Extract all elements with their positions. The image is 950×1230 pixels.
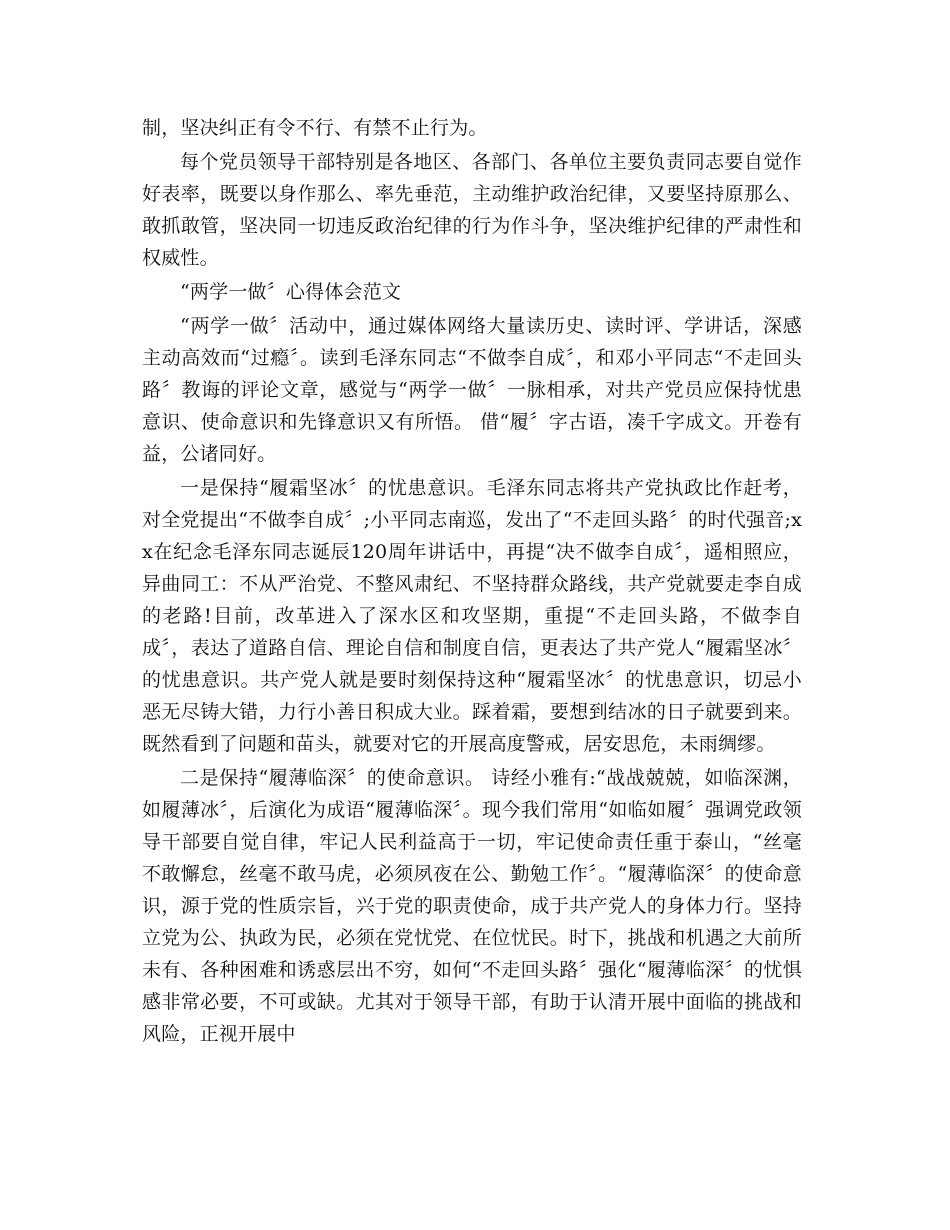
paragraph-point-two: 二是保持“履薄临深〞的使命意识。 诗经小雅有:“战战兢兢，如临深渊，如履薄冰〞，后演化为成语“履薄临深〞。现今我们常用“如临如履〞强调党政领导干部要自觉自律，牢记人民利益高于一切，牢记使命责任重于泰山，“丝毫不敢懈怠，丝毫不敢马虎，必须夙夜在公、勤勉工作〞。“履薄临深〞的使命意识，源于党的性质宗旨，兴于党的职责使命，成于共产党人的身体力行。坚持立党为公、执政为民，必须在党忧党、在位忧民。时下，挑战和机遇之大前所未有、各种困难和诱惑层出不穷，如何“不走回头路〞强化“履薄临深〞的忧惧感非常必要，不可或缺。尤其对于领导干部，有助于认清开展中面临的挑战和风险，正视开展中 — [142, 767, 802, 1045]
paragraph-leadership-role: 每个党员领导干部特别是各地区、各部门、各单位主要负责同志要自觉作好表率，既要以身作那么、率先垂范，主动维护政治纪律，又要坚持原那么、敢抓敢管，坚决同一切违反政治纪律的行为作斗争，坚决维护纪律的严肃性和权威性。 — [142, 151, 802, 269]
document-body — [142, 112, 802, 1052]
paragraph-continuation: 制，坚决纠正有令不行、有禁不止行为。 — [142, 117, 488, 139]
paragraph-point-one: 一是保持“履霜坚冰〞的忧患意识。毛泽东同志将共产党执政比作赶考，对全党提出“不做李自成〞;小平同志南巡，发出了“不走回头路〞的时代强音;xx在纪念毛泽东同志诞辰120周年讲话中，再提“决不做李自成〞，遥相照应，异曲同工：不从严治党、不整风肃纪、不坚持群众路线，共产党就要走李自成的老路!目前，改革进入了深水区和攻坚期，重提“不走回头路，不做李自成〞，表达了道路自信、理论自信和制度自信，更表达了共产党人“履霜坚冰〞的忧患意识。共产党人就是要时刻保持这种“履霜坚冰〞的忧患意识，切忌小恶无尽铸大错，力行小善日积成大业。踩着霜，要想到结冰的日子就要到来。既然看到了问题和苗头，就要对它的开展高度警戒，居安思危，未雨绸缪。 — [142, 477, 802, 755]
paragraph-intro: “两学一做〞活动中，通过媒体网络大量读历史、读时评、学讲话，深感主动高效而“过瘾〞。读到毛泽东同志“不做李自成〞，和邓小平同志“不走回头路〞教诲的评论文章，感觉与“两学一做〞一脉相承，对共产党员应保持忧患意识、使命意识和先锋意识又有所悟。 借“履〞字古语，凑千字成文。开卷有益，公诸同好。 — [142, 315, 802, 465]
section-title: “两学一做〞心得体会范文 — [180, 281, 402, 303]
